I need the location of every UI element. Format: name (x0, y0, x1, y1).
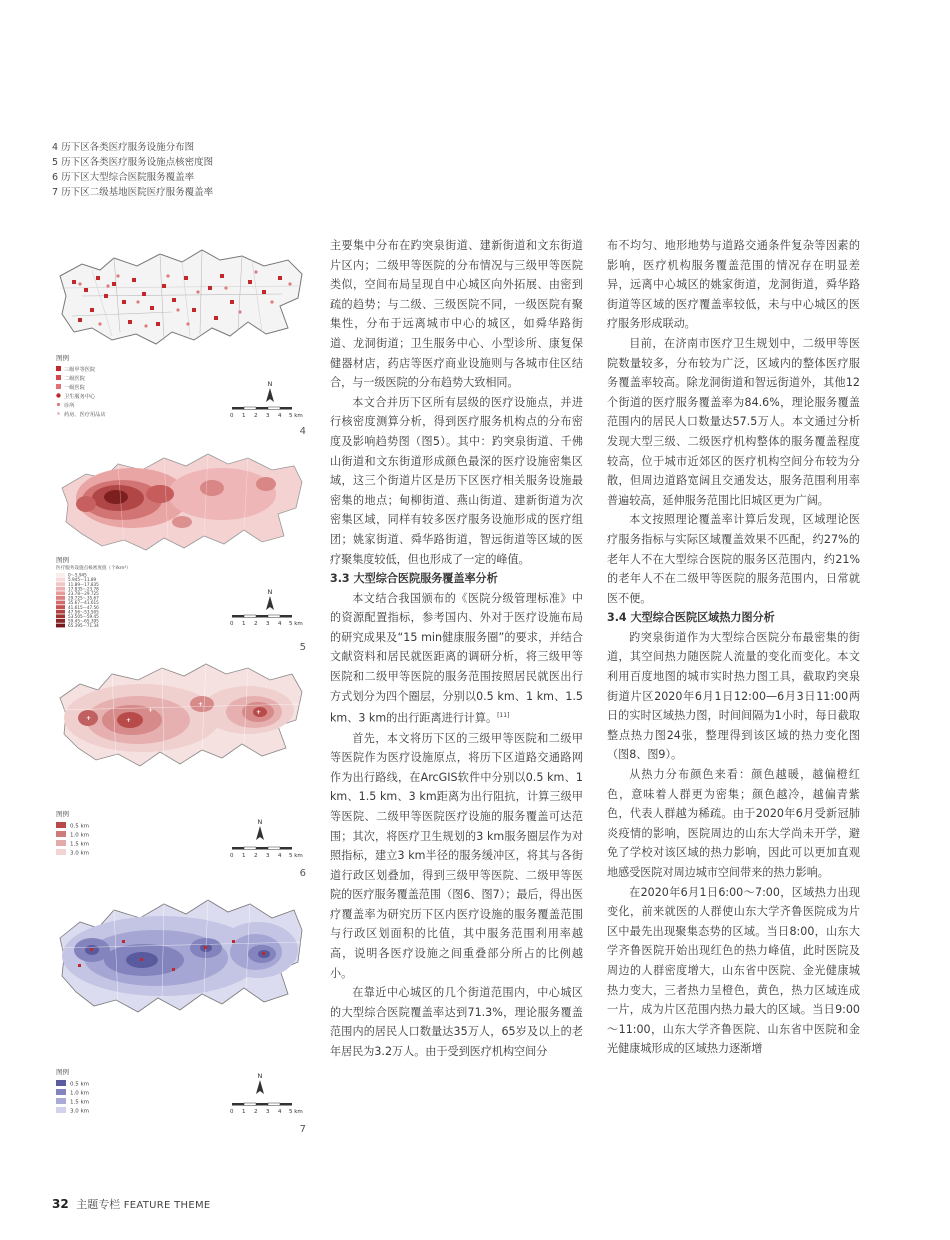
figure-captions (52, 140, 213, 200)
svg-text:5 km: 5 km (289, 413, 303, 419)
page-footer (52, 1196, 211, 1212)
north-label: N (267, 380, 273, 388)
legend-swatch (56, 591, 65, 595)
svg-text:0.5 km: 0.5 km (70, 823, 90, 830)
svg-text:3: 3 (266, 621, 270, 627)
paragraph: 首先，本文将历下区的三级甲等医院和二级甲等医院作为医疗设施原点，将历下区道路交通路网作为出行路线，在ArcGIS软件中分别以0.5 km、1 km、1.5 km、3 km距离为出行阻抗，计算三级甲等医院、二级甲等医院医疗设施的服务覆盖可达范围；其次，将医疗卫生规划的3 km服务圈层作为对照指标，建立3 km半径的服务缓冲区，将其与各街道行政区划叠加，得到三级甲等医院、二级甲等医院的医疗服务覆盖范围（图6、图7）；最后，得出医疗覆盖率为研究历下区内医疗设施的服务覆盖范围与行政区划面积的比值，其中服务范围利用率越高，说明各医疗设施之间重叠部分所占的比例越小。 (330, 731, 583, 980)
svg-text:+: + (256, 709, 262, 716)
figure-number: 6 (299, 868, 306, 879)
legend-swatch (56, 596, 65, 600)
svg-text:+: + (148, 707, 154, 714)
text-column-1 (330, 236, 583, 1062)
legend-swatch (56, 578, 65, 582)
svg-text:+: + (126, 717, 132, 724)
section-label-cn: 主题专栏 (76, 1198, 121, 1211)
figure-7-coverage-map (52, 880, 310, 1140)
svg-text:N: N (267, 588, 273, 596)
svg-text:0: 0 (230, 413, 234, 419)
legend-swatch (56, 619, 65, 623)
paragraph: 从热力分布颜色来看：颜色越暖，越偏橙红色，意味着人群更为密集；颜色越冷，越偏青紫色，代表人群越为稀疏。由于2020年6月受新冠肺炎疫情的影响，医院周边的山东大学尚未开学，避免了学校对该区域的热力影响，因此可以更加直观地感受医院对周边城市空间带来的热力影响。 (607, 768, 860, 879)
figure-number: 7 (299, 1124, 306, 1135)
legend-item: 65.395～71.34 (68, 623, 99, 629)
reference-mark: [11] (497, 712, 510, 720)
svg-text:N: N (257, 818, 263, 826)
caption-fig5: 5 历下区各类医疗服务设施点核密度图 (52, 157, 214, 168)
legend-item: 卫生服务中心 (64, 394, 96, 400)
paragraph: 主要集中分布在趵突泉街道、建新街道和文东街道片区内；二级甲等医院的分布情况与三级甲等医院类似，空间布局呈现自中心城区向外拓展、由密到疏的趋势；与二级、三级医院不同，一级医院有聚集性，分布于远离城市中心的城区，如舜华路街道、龙洞街道；卫生服务中心、小型诊所、康复保健器材店，药店等医疗商业设施则与各城市住区结合，与一级医院的分布趋势大致相同。 (330, 239, 583, 390)
legend-swatch (56, 610, 65, 614)
section-label-en: FEATURE THEME (123, 1200, 211, 1211)
scale-bar (230, 847, 303, 859)
large-hospital-coverage-map (52, 640, 310, 866)
svg-text:3.0 km: 3.0 km (70, 1108, 90, 1115)
paragraph: 在2020年6月1日6:00～7:00，区域热力出现变化，前来就医的人群使山东大学齐鲁医院成为片区中最先出现聚集态势的区域。当日8:00，山东大学齐鲁医院开始出现红色的热力峰值，此时医院及周边的人群密度增大，山东省中医院、金光健康城热力变大，三者热力呈橙色，黄色，热力区域连成一片，成为片区范围内热力最大的区域。当日9:00～11:00，山东大学齐鲁医院、山东省中医院和金光健康城形成的区域热力逐渐增 (607, 885, 860, 1056)
section-heading-3-4: 3.4 大型综合医院区域热力图分析 (607, 611, 775, 625)
district-outline (60, 250, 302, 344)
legend-item: 23.78～29.725 (68, 591, 99, 596)
legend-item: 17.835～23.78 (68, 586, 99, 592)
scale-bar (230, 407, 303, 419)
figure-number: 4 (299, 426, 306, 437)
figure-6-coverage-map (52, 640, 310, 880)
svg-text:2: 2 (254, 621, 258, 627)
legend-title: 图例 (56, 810, 69, 818)
svg-text:0: 0 (230, 621, 234, 627)
legend-item: 药房、医疗用品店 (64, 412, 106, 418)
svg-text:1: 1 (242, 621, 246, 627)
svg-text:4: 4 (278, 413, 282, 419)
svg-text:0: 0 (230, 853, 234, 859)
north-arrow-icon (266, 596, 274, 610)
svg-text:4: 4 (278, 853, 282, 859)
legend-swatch (56, 582, 65, 586)
legend-item: 11.89～17.835 (68, 581, 99, 587)
svg-text:1.0 km: 1.0 km (70, 832, 90, 839)
caption-fig7: 7 历下区二级基地医院医疗服务覆盖率 (52, 187, 214, 198)
paragraph: 本文合并历下区所有层级的医疗设施点，并进行核密度测算分析，得到医疗服务机构点的分布密度及影响趋势图（图5）。其中：趵突泉街道、千佛山街道和文东街道形成颜色最深的医疗设施密集区域，这三个街道片区是历下区医疗相关服务设施最密集的地点；甸柳街道、燕山街道、建新街道为次密集区域，同样有较多医疗服务设施形成的医疗组团；姚家街道、舜华路街道，智远街道等区域的医疗聚集度较低，但也形成了一定的峰值。 (330, 395, 583, 566)
paragraph: 在靠近中心城区的几个街道范围内，中心城区的大型综合医院覆盖率达到71.3%，理论服务覆盖范围内的居民人口数量达35万人，65岁及以上的老年居民为3.2万人。由于受到医疗机构空间分 (330, 986, 583, 1059)
svg-text:4: 4 (278, 621, 282, 627)
svg-text:3.0 km: 3.0 km (70, 850, 90, 857)
figure-number: 5 (299, 642, 306, 653)
svg-text:3: 3 (266, 1109, 270, 1115)
svg-text:0.5 km: 0.5 km (70, 1081, 90, 1088)
svg-text:5 km: 5 km (289, 1109, 303, 1115)
svg-text:1: 1 (242, 1109, 246, 1115)
legend-item: 诊所 (64, 403, 75, 409)
svg-text:2: 2 (254, 853, 258, 859)
facility-distribution-map (52, 236, 310, 426)
scale-bar (230, 1103, 303, 1115)
kernel-density-map (52, 438, 310, 634)
caption-fig6: 6 历下区大型综合医院服务覆盖率 (52, 172, 195, 183)
svg-text:1: 1 (242, 853, 246, 859)
svg-text:+: + (86, 715, 92, 722)
svg-text:2: 2 (254, 1109, 258, 1115)
svg-text:2: 2 (254, 413, 258, 419)
caption-fig4: 4 历下区各类医疗服务设施分布图 (52, 142, 195, 153)
legend-item: 二级医院 (64, 376, 85, 382)
legend-swatch (56, 614, 65, 618)
svg-text:0: 0 (230, 1109, 234, 1115)
legend-item: 35.67～41.615 (68, 600, 99, 606)
paragraph: 本文结合我国颁布的《医院分级管理标准》中的资源配置指标，参考国内、外对于医疗设施布局的研究成果及“15 min健康服务圈”的要求，并结合文献资料和居民就医距离的调研分析，将三级甲等医院和二级甲等医院的服务范围按照居民就医出行方式划分为四个圈层，分别以0.5 km、1 km、1.5 km、3 km的出行距离进行计算。[11] (330, 591, 583, 725)
legend-swatch (56, 601, 65, 605)
svg-text:N: N (257, 1072, 263, 1080)
legend-title: 图例 (56, 354, 69, 362)
paragraph: 趵突泉街道作为大型综合医院分布最密集的街道，其空间热力随医院人流量的变化而变化。本文利用百度地图的城市实时热力图工具，截取趵突泉街道片区2020年6月1日12:00—6月3日11:00两日的实时区域热力图，时间间隔为1小时，每日截取整点热力图24张，整理得到该区域的热力变化图（图8、图9）。 (607, 630, 860, 762)
legend-title: 图例 (56, 556, 69, 564)
svg-text:4: 4 (278, 1109, 282, 1115)
svg-text:1.5 km: 1.5 km (70, 841, 90, 848)
paragraph: 本文按照理论覆盖率计算后发现，区域理论医疗服务指标与实际区域覆盖效果不匹配，约27%的老年人不在大型综合医院的服务区范围内，约21%的老年人不在二级甲等医院的服务范围内，日常就医不便。 (607, 513, 860, 605)
svg-text:+: + (198, 701, 204, 708)
north-arrow-icon (266, 388, 274, 402)
north-arrow-icon (256, 1080, 264, 1094)
legend-item: 53.505～59.45 (68, 614, 99, 619)
legend-swatch (56, 587, 65, 591)
legend-swatch (56, 624, 65, 628)
density-legend (56, 573, 99, 629)
legend-item: 29.725～35.67 (68, 595, 99, 601)
text-column-2 (607, 236, 860, 1059)
section-heading-3-3: 3.3 大型综合医院服务覆盖率分析 (330, 572, 498, 586)
svg-text:1.5 km: 1.5 km (70, 1099, 90, 1106)
figure-5-density-map (52, 438, 310, 653)
legend-swatch (56, 605, 65, 609)
secondary-hospital-coverage-map (52, 880, 310, 1124)
figure-4-map (52, 236, 310, 440)
svg-text:3: 3 (266, 853, 270, 859)
paragraph: 布不均匀、地形地势与道路交通条件复杂等因素的影响，医疗机构服务覆盖范围的情况存在明显差异，远离中心城区的姚家街道，龙洞街道，舜华路街道等区域的医疗覆盖率较低，未与中心城区的医疗服务形成联动。 (607, 239, 860, 331)
svg-text:1: 1 (242, 413, 246, 419)
legend-item: 一级医院 (64, 385, 85, 391)
svg-text:5 km: 5 km (289, 621, 303, 627)
paragraph: 目前，在济南市医疗卫生规划中，二级甲等医院数量较多，分布较为广泛，区域内的整体医疗服务覆盖率较高。除龙洞街道和智远街道外，其他12个街道的医疗服务覆盖率为84.6%，理论服务覆盖范围内的居民人口数量达57.5万人。本文通过分析发现大型三级、二级医疗机构整体的服务覆盖程度较高，位于城市近郊区的医疗机构空间分布较为分散，但周边道路宽阔且交通发达，服务范围利用率普遍较高，延伸服务范围比旧城区更为广阔。 (607, 336, 860, 507)
legend-swatch (56, 573, 65, 577)
legend-title: 图例 (56, 1068, 69, 1076)
page-number: 32 (52, 1197, 69, 1211)
north-arrow-icon (256, 826, 264, 840)
svg-text:1.0 km: 1.0 km (70, 1090, 90, 1097)
legend-item: 41.615～47.56 (68, 604, 99, 610)
legend-item: 三级甲等医院 (64, 367, 96, 373)
legend-subtitle: 医疗服务设施点核密度值（个/km²） (56, 566, 131, 571)
legend-item: 59.45～65.395 (68, 618, 99, 624)
legend-item: 5.945～11.89 (68, 577, 97, 583)
legend-item: 0～5.945 (68, 572, 87, 578)
legend-item: 47.56～53.505 (68, 609, 99, 615)
svg-text:3: 3 (266, 413, 270, 419)
svg-text:5 km: 5 km (289, 853, 303, 859)
scale-bar (230, 615, 303, 627)
